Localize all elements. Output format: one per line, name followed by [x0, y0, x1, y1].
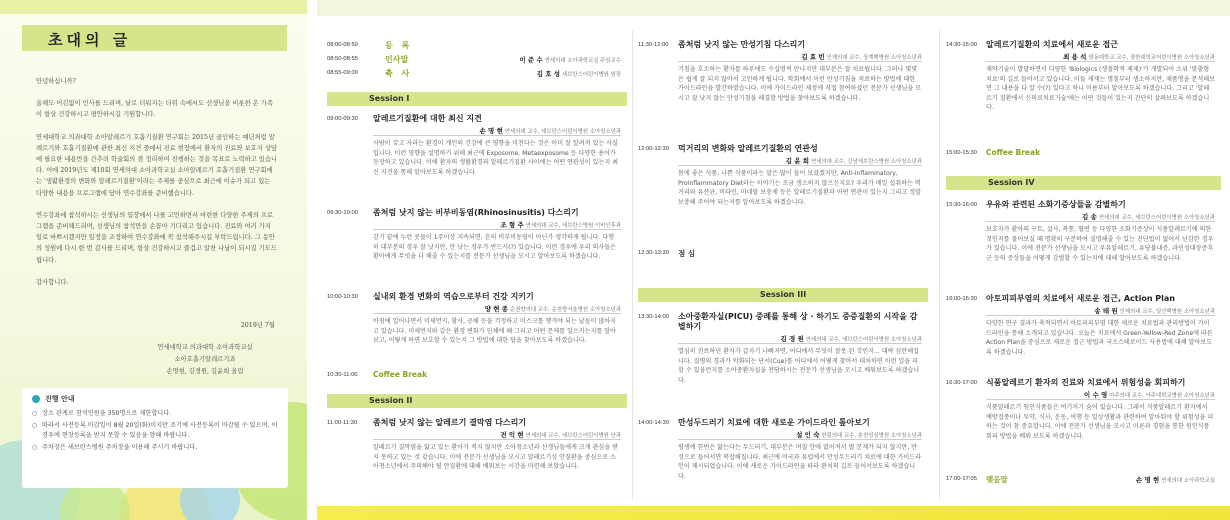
- talk-description: 평생에 한번은 앓는다는 두드러기, 대부분은 며칠 안에 없어져서 별 문제가 되지 않지만, 만성으로 들어서면 복잡해집니다. 최근에 미국과 유럽에서 만성두드러기 치료에 대한 가이드라인이 제시되었습니다. 이에 새로운 가이드라인을 따라 완치의 길로 들어서보도록 하겠습니다.: [678, 444, 922, 480]
- time: 11:00-11:30: [327, 420, 358, 426]
- talk-description: 제약기술이 발달하면서 다양한 'Biologics (생물학적 제제)'가 개발되어 소위 '맞춤형 치료'의 길로 들어서고 있습니다. 이들 제제는 명칭부터 생소하지만, 제품명을 분석해보면 그 내용을 다 알 수(?) 있다고 하니 이름부터 알아보도록 하겠습니다. 그리고 '알레르기 질환에서 신의료치료기술'에는 어떤 것들이 있는지 간단히 살펴보도록 하겠습니다.: [986, 66, 1216, 112]
- talk-title: 식품알레르기 환자의 진료와 치료에서 위험성을 회피하기: [986, 378, 1186, 387]
- session-bar: Session III: [638, 288, 928, 302]
- org-name: 연세대학교 의과대학 소아과학교실: [157, 344, 253, 351]
- top-bar: [0, 0, 307, 14]
- invitation-title: 초대의 글: [48, 31, 132, 49]
- speaker: 손 명 현 연세의대 교수, 세브란스어린이병원 소아청소년과: [479, 127, 621, 135]
- time: 09:30-10:00: [327, 210, 358, 216]
- lunch-label: 점 심: [678, 249, 696, 258]
- talk-description: 다양한 연구 결과가 축적되면서 아토피피부염 대한 새로운 치료법과 관리방법이 가이드라인을 통해 소개되고 있습니다. 오늘은 치료에서 Green-Yellow-Red Zone에 따른 Action Plan을 중심으로 새로운 접근 방법과 국소스테로이드 사용법에 대해 알아보도록 하겠습니다.: [986, 320, 1213, 356]
- invitation-panel: [0, 0, 307, 520]
- talk-title: 알레르기질환의 치료에서 새로운 접근: [986, 40, 1119, 49]
- speaker: 송 태 원 인제의대 교수, 일산백병원 소아청소년과: [1094, 307, 1215, 315]
- item-label: 등 록: [385, 41, 413, 50]
- column-divider: [632, 30, 633, 500]
- speaker: 손 명 현 연세의대 소아과학교실: [1135, 476, 1215, 484]
- speaker: 김 경 원 연세의대 교수, 세브란스어린이병원 소아청소년과: [780, 335, 922, 343]
- time: 10:30-11:00: [327, 372, 358, 378]
- time: 16:30-17:00: [946, 380, 977, 386]
- speaker: 전 익 현 연세의대 교수, 세브란스어린이병원 안과: [500, 431, 621, 439]
- time: 12:30-13:30: [638, 250, 669, 256]
- session-bar: Session IV: [946, 176, 1221, 190]
- time: 14:00-14:30: [638, 420, 669, 426]
- underline: [986, 399, 1215, 400]
- talk-title: 좀처럼 낫지 않는 만성기침 다스리기: [678, 40, 806, 49]
- talk-title: 우유와 관련된 소화기증상들을 감별하기: [986, 200, 1126, 209]
- speaker: 양 현 종 순천향의대 교수, 순천향서울병원 소아청소년과: [484, 305, 621, 313]
- talk-title: 소아중환자실(PICU) 중례를 통해 상 · 하기도 중증질환의 시작을 감별하기: [678, 312, 918, 331]
- underline: [373, 439, 621, 440]
- signers: 손명현, 김경원, 김윤희 올림: [166, 368, 244, 375]
- bottom-band: [317, 506, 1230, 520]
- talk-description: 아침에 일어나면서 미세먼지, 황사, 공해 등을 걱정하고 미스크를 챙겨야 되는 날들이 많아지고 있습니다. 미세먼지와 같은 환경 변화가 인체에 왜 그리고 어떤 문제를 일으키는지를 알아보고, 어떻게 하면 보호할 수 있는지 그 방법에 대한 답을 찾아보도록 하겠습니다.: [373, 318, 616, 345]
- time: 15:00-15:30: [946, 150, 977, 156]
- speaker: 김 호 성 세브란스어린이병원 원장: [536, 70, 621, 78]
- speaker: 김 효 빈 인제의대 교수, 상계백병원 소아청소년과: [801, 53, 922, 61]
- underline: [373, 313, 621, 314]
- time: 08:50-08:55: [327, 56, 358, 62]
- talk-title: 먹거리의 변화와 알레르기질환의 연관성: [678, 144, 818, 153]
- talk-title: 실내외 환경 변화의 역습으로부터 건강 지키기: [373, 292, 534, 301]
- talk-description: 사람이 갖고 자라는 환경이 개인의 건강에 큰 영향을 미친다는 것은 이미 잘 알려져 있는 사실입니다. 이런 영향을 설명하기 위해 최근에 Exposome, Metaexposome 등 다양한 용어가 등장하고 있습니다. 이에 환자의 생활환경과 알레르기질환 사이에는 어떤 연관성이 있는지 최신 지견을 통해 알아보도록 하겠습니다.: [373, 140, 618, 176]
- talk-description: 보호자가 환아의 구토, 설사, 복통, 혈변 등 다양한 소화기증상이 식품알레르기에 의한 것인지를 물어보실 때 명확히 구분하여 설명해줄 수 있는 진단법이 없어서 난감한 경우가 있습니다. 이에 전문가 선생님을 모시고 우유알레르기, 유당불내증, 과민성대장증후군 등의 증상들을 어떻게 감별할 수 있는지에 대해 알아보도록 하겠습니다.: [986, 226, 1214, 262]
- talk-title: 알레르기질환에 대한 최신 지견: [373, 114, 482, 123]
- underline: [986, 315, 1215, 316]
- talk-title: 좀처럼 낫지 않는 비부비동염(Rhinosinusitis) 다스리기: [373, 208, 579, 217]
- time: 08:55-09:00: [327, 70, 358, 76]
- speaker: 설 인 숙 한림의대 교수, 춘천성심병원 소아청소년과: [796, 431, 922, 439]
- break-label: Coffee Break: [373, 370, 428, 379]
- column-divider: [939, 30, 940, 500]
- paragraph: 감사합니다.: [36, 278, 69, 286]
- title-band: [22, 25, 287, 51]
- underline: [986, 61, 1215, 62]
- talk-description: 알레르기 결막염을 앓고 있는 환아가 적지 않지만 소아청소년과 선생님들에게 크게 관심을 받지 못하고 있는 것 같습니다. 이에 전문가 선생님을 모시고 알레르기성 안질환을 중심으로 소아청소년에서 주의해야 될 안질환에 대해 배워보는 시간을 마련해 보았습니다.: [373, 444, 618, 471]
- talk-description: 식품알레르기 원인식품들은 여기저기 숨어 있습니다. 그래서 식품알레르기 환자에서 예방접종이나 투약, 식사, 운동, 여행 등 일상생활과 관련하여 알아둬야 할 위험성을 피하는 것이 참 중요합니다. 이에 전문가 선생님을 모시고 이론과 경험을 통한 원인식품 회피 방법을 배워 보도록 하겠습니다.: [986, 404, 1214, 440]
- invitation-text: [36, 76, 278, 299]
- notice-box: [22, 388, 288, 488]
- talk-description: 열심히 진료하던 환자가 갑자기 나빠지면, 어디에서 무엇이 잘못 된 것인지... 대략 심란해집니다. 질병의 경과가 악화되는 단서(Cue)를 어디에서 어떻게 찾아서 대처하면 이런 일을 피할 수 있을런지를 소아중환자실을 전담하시는 전문가 선생님을 모시고 배워보도록 하겠습니다.: [678, 348, 920, 384]
- talk-title: 만성두드러기 치료에 대한 새로운 가이드라인 톺아보기: [678, 418, 870, 427]
- underline: [373, 135, 621, 136]
- underline: [678, 343, 922, 344]
- paragraph: 연세대학교 의과대학 소아알레르기 호흡기질환 연구회는 2015년 골인하는 예년처럼 알레르기와 호흡기질환에 관한 최신 지견 중에서 진료 현장에서 환자의 진료와 보호자 상담에 필요한 내용만을 간추려 학술회의 겸 정리하여 진행하는 것을 목표로 노력하고 있습니다. 이에 2019년도 제10회 연세의대 소아과학교실 소아알레르기 호흡기질환 연구회에는 '생활환경의 변화와 알레르기질환'이라는 주제를 중심으로 최근에 이슈가 되고 있는 다양한 내용을 프로그램에 담아 연수강좌를 준비했습니다.: [36, 133, 277, 197]
- talk-title: 좀처럼 낫지 않는 알레르기 결막염 다스리기: [373, 418, 527, 427]
- talk-description: 감기 끝에 누런 콧물이 1주이상 지속되면, 흔히 비부비동염이 아닌가 생각하게 됩니다. 다행히 대부분의 경우 잘 낫지만, 안 낫는 경우가 반드시(?) 있습니다. 이런 경우에 우리 의사들은 환아에게 무엇을 더 해줄 수 있는지를 전문가 선생님을 모시고 알아보도록 하겠습니다.: [373, 234, 617, 261]
- speaker: 이 준 수 연세의대 소아과학교실 주임교수: [519, 56, 621, 64]
- underline: [678, 61, 922, 62]
- time: 10:00-10:30: [327, 294, 358, 300]
- item-label: 축 사: [385, 69, 413, 78]
- talk-description: 기침을 호소하는 환자를 하루에도 수십명씩 만나지만 대부분은 잘 치료됩니다. 그러나 몇몇은 쉽게 잘 되지 않아서 고민하게 됩니다. 학회에서 이런 만성기침을 치료하는 방법에 대한 가이드라인을 발간하였습니다. 이에 가이드라인 제정에 직접 참여하셨던 전문가 선생님을 모시고 잘 낫지 않는 만성기침을 해결할 방법을 찾아보도록 하겠습니다.: [678, 66, 922, 102]
- notice-list: [32, 409, 278, 453]
- time: 15:30-16:00: [946, 202, 977, 208]
- underline: [678, 165, 922, 166]
- speaker: 최 용 석 영동대학교 교수, 장한대학교어린이병원 소아청소년과: [1063, 53, 1215, 61]
- item-label: 인사말: [385, 55, 409, 64]
- underline: [678, 439, 922, 440]
- session-bar: Session II: [327, 394, 627, 408]
- talk-title: 아토피피부염의 치료에서 새로운 접근, Action Plan: [986, 294, 1176, 303]
- time: 14:30-15:00: [946, 42, 977, 48]
- top-band: [317, 0, 1230, 16]
- notice-header: [32, 394, 278, 404]
- speaker: 김 윤 희 연세의대 교수, 강남세브란스병원 소아청소년과: [785, 157, 922, 165]
- paragraph: 안녕하십니까?: [36, 78, 76, 85]
- talk-description: 몸에 좋은 식품, 나쁜 식품이라는 말은 많이 들어 보셨겠지만, Anti-inflammatory, Proinflammatory Diet라는 이야기는 조금 생소하지 않으신지요? 우리가 매일 섭취하는 먹거리와 유산균, 비타민, 미네랄 보충제 등은 알레르기질환과 어떤 연관이 있는지 그리고 정말 보충해 주어야 되는지를 알아보도록 하겠습니다.: [678, 170, 921, 206]
- notice-item: ○ 따라서 사전등록 마감일이 8월 20일(화)이지만 조기에 사전등록이 마감될 수 있으며, 이 경우에 현장등록을 받지 못할 수 있음을 양해 바랍니다.: [32, 421, 278, 441]
- signature-block: [135, 320, 275, 378]
- paragraph: 올해도 어김없이 인사를 드리며, 날로 더워지는 더위 속에서도 선생님을 비롯한 온 가족이 항상 건강하시고 평안하시길 기원합니다.: [36, 100, 273, 119]
- date: 2019년 7월: [240, 322, 275, 329]
- time: 11:30-12:00: [638, 42, 669, 48]
- speaker: 김 송 연세의대 교수, 세브란스어린이병원 소아청소년과: [1082, 213, 1215, 221]
- bullet-icon: [32, 395, 40, 403]
- notice-item: ○ 주차장은 세브란스병원 주차장을 이용해 주시기 바랍니다.: [32, 443, 278, 453]
- time: 08:00-08:50: [327, 42, 358, 48]
- time: 16:00-16:30: [946, 296, 977, 302]
- notice-item: ○ 장소 관계로 참석인원을 350명으로 제한합니다.: [32, 409, 278, 419]
- speaker: 이 수 영 아주의대 교수, 아주대학교병원 소아청소년과: [1083, 391, 1215, 399]
- time: 09:00-09:30: [327, 116, 358, 122]
- speaker: 조 형 주 연세의대 교수, 세브란스병원 이비인후과: [500, 221, 621, 229]
- time: 17:00-17:05: [946, 476, 977, 482]
- org-dept: 소아호흡기알레르기과: [174, 356, 236, 363]
- break-label: Coffee Break: [986, 148, 1041, 157]
- time: 13:30-14:00: [638, 314, 669, 320]
- closing-label: 맺음말: [986, 475, 1008, 484]
- notice-title: 진행 안내: [45, 395, 75, 403]
- time: 12:00-12:30: [638, 146, 669, 152]
- underline: [986, 221, 1215, 222]
- session-bar: Session I: [327, 92, 627, 106]
- fold-divider: [307, 0, 317, 520]
- underline: [373, 229, 621, 230]
- paragraph: 연수강좌에 참석하시는 선생님의 입장에서 나를 고민하면서 마련한 다양한 주제의 프로그램을 준비해드리며, 선생님의 참석만을 손꼽아 기다리고 있습니다. 진료와 여러 가지 일로 바쁘시겠지만 일정을 조정하여 연수강좌에 꼭 참석해주시길 부탁드립니다. 그 동안의 성원에 다시 한 번 감사를 드리며, 항상 건강하시고 즐겁고 알찬 나날이 되시길 기도드립니다.: [36, 211, 277, 264]
